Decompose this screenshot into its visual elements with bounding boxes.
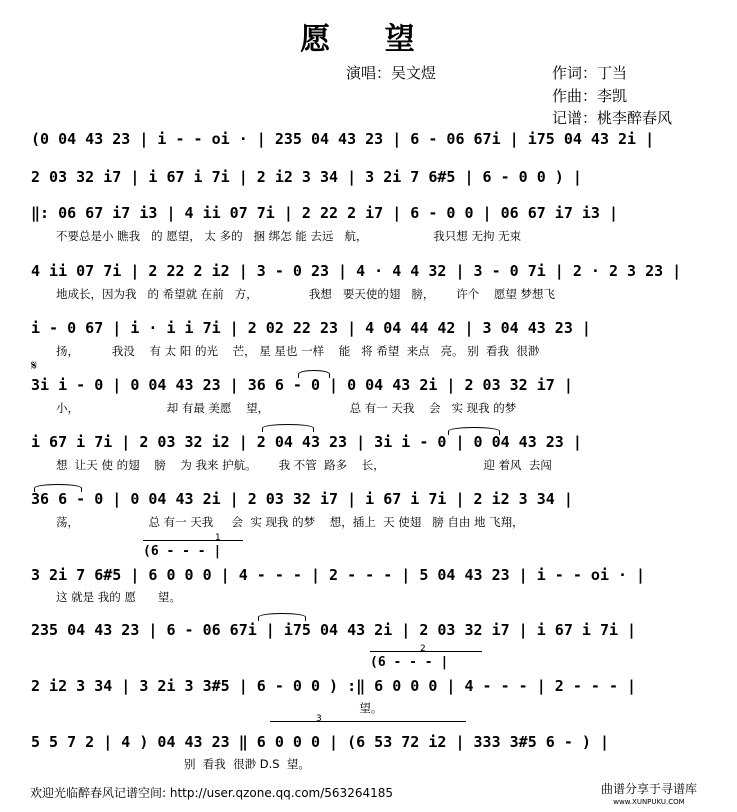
brand-name: 曲谱分享于寻谱库 <box>600 782 697 796</box>
volta-bracket-line <box>270 721 466 722</box>
volta-bracket: (6 - - - | <box>370 655 449 670</box>
notation-row: ‖: 06 67 i7 i3 | 4 ii 07 7i | 2 22 2 i7 | 6 - 0 0 | 06 67 i7 i3 | <box>31 204 618 222</box>
lyric-line: 别 看我 很渺 D.S 望。 <box>56 757 310 771</box>
notation-row: i - 0 67 | i · i i 7i | 2 02 22 23 | 4 04 44 42 | 3 04 43 23 | <box>31 319 591 337</box>
notation-row: 4 ii 07 7i | 2 22 2 i2 | 3 - 0 23 | 4 · 4 4 32 | 3 - 0 7i | 2 · 2 3 23 | <box>31 262 682 280</box>
lyric-line: 这 就是 我的 愿 望。 <box>56 590 181 604</box>
brand-logo <box>588 780 710 806</box>
lyric-line: 不要总是小 瞧我 的 愿望， 太 多的 捆 绑怎 能 去远 航， 我只想 无拘 无束 <box>56 229 522 243</box>
volta-bracket: (6 - - - | <box>143 544 222 559</box>
lyric-line: 想 让天 使 的翅 膀 为 我来 护航。 我 不管 路多 长， 迎 着风 去闯 <box>56 458 552 472</box>
notation-row: i 67 i 7i | 2 03 32 i2 | 2 04 43 23 | 3i i - 0 | 0 04 43 23 | <box>31 433 582 451</box>
volta-bracket-line <box>143 540 243 541</box>
segno-icon: 𝄋 <box>31 358 38 374</box>
lyric-line: 荡， 总 有一 天我 会 实 现我 的梦 想，插上 天 使翅 膀 自由 地 飞翔， <box>56 515 524 529</box>
footer-welcome: 欢迎光临醉春风记谱空间: http://user.qzone.qq.com/563264185 <box>30 786 394 800</box>
notation-row: (0 04 43 23 | i - - oi · | 235 04 43 23 | 6 - 06 67i | i75 04 43 2i | <box>31 130 655 148</box>
volta-number: 3 <box>316 714 322 724</box>
lyric-line: 地成长，因为我 的 希望就 在前 方， 我想 要天使的翅 膀， 许个 愿望 梦想飞 <box>56 287 556 301</box>
notation-row: 2 03 32 i7 | i 67 i 7i | 2 i2 3 34 | 3 2i 7 6#5 | 6 - 0 0 ) | <box>31 168 582 186</box>
brand-url: www.XUNPUKU.COM <box>613 798 685 806</box>
lyricist-credit: 作词：丁当 <box>552 64 628 82</box>
lyric-line: 小， 却 有最 美愿 望， 总 有一 天我 会 实 现我 的梦 <box>56 401 517 415</box>
slur-mark <box>258 613 306 621</box>
notation-row: 5 5 7 2 | 4 ) 04 43 23 ‖ 6 0 0 0 | (6 53 72 i2 | 333 3#5 6 - ) | <box>31 733 609 751</box>
transcriber-credit: 记谱：桃李醉春风 <box>552 109 673 127</box>
lyric-line: 扬， 我没 有 太 阳 的光 芒， 星 星也 一样 能 将 希望 来点 亮。 别 看我 很渺 <box>56 344 540 358</box>
slur-mark <box>262 424 314 432</box>
notation-row: 2 i2 3 34 | 3 2i 3 3#5 | 6 - 0 0 ) :‖ 6 0 0 0 | 4 - - - | 2 - - - | <box>31 677 637 695</box>
composer-credit: 作曲：李凯 <box>552 87 628 105</box>
notation-row: 3i i - 0 | 0 04 43 23 | 36 6 - 0 | 0 04 43 2i | 2 03 32 i7 | <box>31 376 573 394</box>
song-title: 愿 望 <box>300 22 437 57</box>
notation-row: 3 2i 7 6#5 | 6 0 0 0 | 4 - - - | 2 - - - | 5 04 43 23 | i - - oi · | <box>31 566 646 584</box>
volta-number: 2 <box>420 644 426 654</box>
volta-bracket-line <box>370 651 482 652</box>
slur-mark <box>448 427 500 435</box>
notation-row: 36 6 - 0 | 0 04 43 2i | 2 03 32 i7 | i 67 i 7i | 2 i2 3 34 | <box>31 490 573 508</box>
notation-row: 235 04 43 23 | 6 - 06 67i | i75 04 43 2i | 2 03 32 i7 | i 67 i 7i | <box>31 621 637 639</box>
slur-mark <box>298 370 330 378</box>
singer-credit: 演唱：吴文煜 <box>346 64 437 82</box>
volta-number: 1 <box>215 533 221 543</box>
lyric-line: 望。 <box>56 701 383 715</box>
slur-mark <box>34 484 82 492</box>
